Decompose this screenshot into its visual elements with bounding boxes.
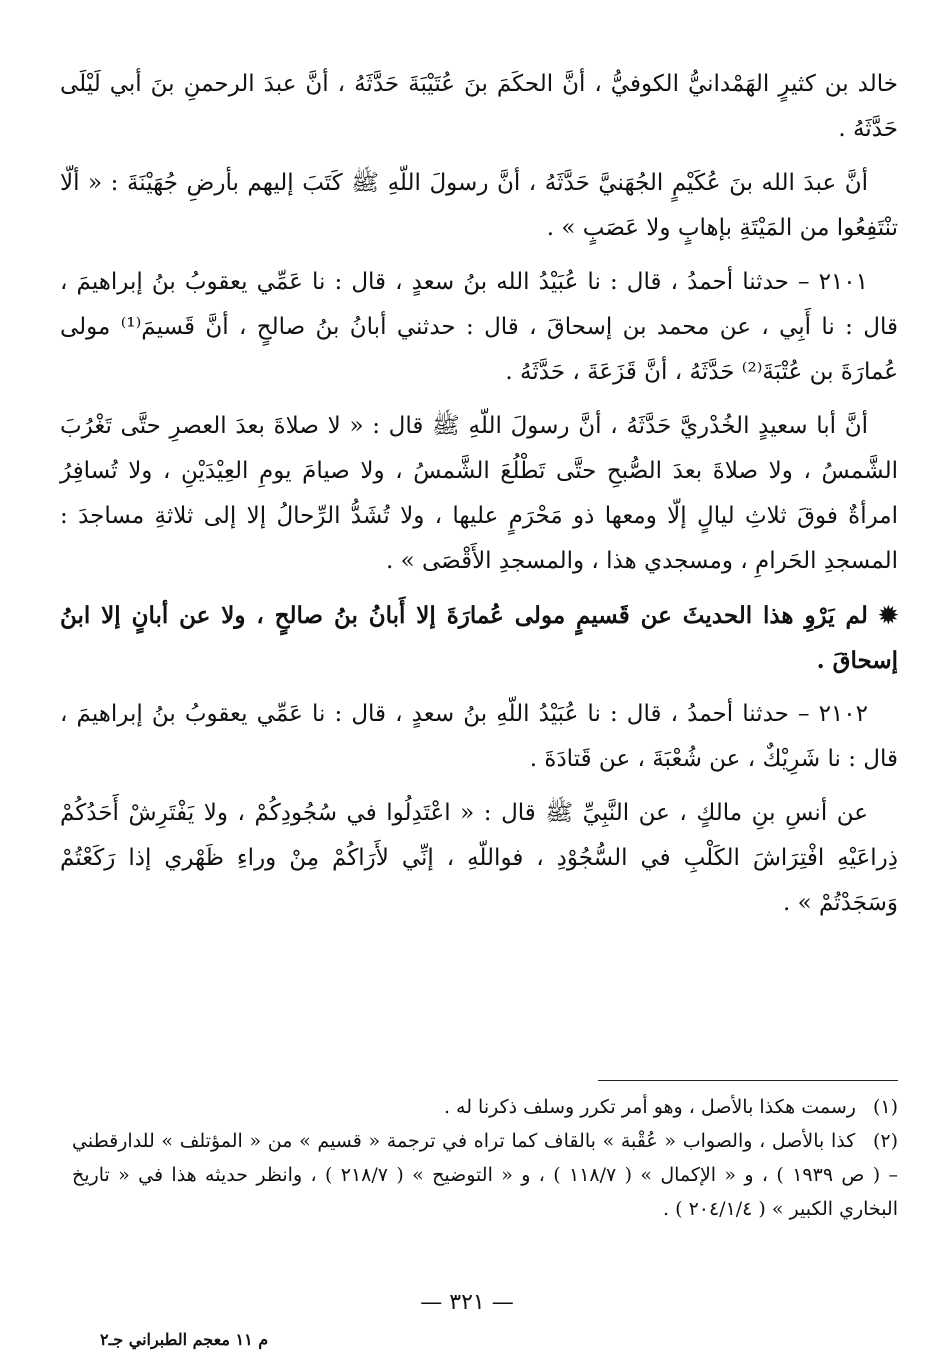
paragraph-isnad-continuation: خالد بن كثيرٍ الهَمْدانيُّ الكوفيُّ ، أنَّ الحكَمَ بنَ عُتَيْبَةَ حَدَّثَهُ ، أنَّ عبدَ الرحمنِ بنَ أبي لَيْلَى حَدَّثَهُ . xyxy=(60,71,898,142)
paragraph-hadith-2102-text: عن أنسِ بنِ مالكٍ ، عن النَّبِيِّ ﷺ قال : « اعْتَدِلُوا في سُجُودِكُمْ ، ولا يَفْتَرِشْ أَحَدُكُمْ ذِراعَيْهِ افْتِرَاشَ الكَلْبِ في السُّجُوْدِ ، فواللّهِ ، إنِّي لأَرَاكُمْ مِنْ وراءِ ظَهْري إذا رَكَعْتُمْ وَسَجَدْتُمْ » . xyxy=(60,800,898,916)
footnote-1-number: (١) xyxy=(872,1096,898,1118)
paragraph-hadith-2102-isnad: ٢١٠٢ – حدثنا أحمدُ ، قال : نا عُبَيْدُ اللّهِ بنُ سعدٍ ، قال : نا عَمِّي يعقوبُ بنُ إبراهيمَ ، قال : نا شَرِيْكٌ ، عن شُعْبَةَ ، عن قَتادَةَ . xyxy=(60,701,898,772)
paragraph-hadith-2101-text: أنَّ أبا سعيدٍ الخُدْريَّ حَدَّثَهُ ، أنَّ رسولَ اللّهِ ﷺ قال : « لا صلاةَ بعدَ العصرِ حتَّى تَغْرُبَ الشَّمسُ ، ولا صلاةَ بعدَ الصُّبحِ حتَّى تَطْلُعَ الشَّمسُ ، ولا صيامَ يومِ العِيْدَيْنِ ، ولا تُسافِرُ امرأةٌ فوقَ ثلاثِ ليالٍ إلّا ومعها ذو مَحْرَمٍ عليها ، ولا تُشَدُّ الرِّحالُ إلا إلى ثلاثةِ مساجدَ : المسجدِ الحَرامِ ، ومسجدي هذا ، والمسجدِ الأَقْصَى » . xyxy=(60,413,898,574)
footnote-2-text: كذا بالأصل ، والصواب « عُقْبة » بالقاف كما تراه في ترجمة « قسيم » من « المؤتلف » للدارقطني – ( ص ١٩٣٩ ) ، و « الإكمال » ( ١١٨/٧ ) ، و « التوضيح » ( ٢١٨/٧ ) ، وانظر حديثه هذا في « تاريخ البخاري الكبير » ( ٢٠٤/١/٤ ) . xyxy=(72,1130,898,1220)
printer-signature: م ١١ معجم الطبراني جـ٢ xyxy=(100,1330,269,1349)
paragraph-commentary: ✹ لم يَرْوِ هذا الحديثَ عن قَسيمٍ مولى عُمارَةَ إلا أَبانُ بنُ صالحٍ ، ولا عن أبانٍ إلا ابنُ إسحاقَ . xyxy=(60,602,898,674)
footnote-2-number: (٢) xyxy=(872,1130,898,1152)
footnote-1-text: رسمت هكذا بالأصل ، وهو أمر تكرر وسلف ذكرنا له . xyxy=(443,1096,856,1118)
page-body xyxy=(60,62,898,935)
paragraph-hadith-2101-isnad: ٢١٠١ – حدثنا أحمدُ ، قال : نا عُبَيْدُ الله بنُ سعدٍ ، قال : نا عَمِّي يعقوبُ بنُ إبراهيمَ ، قال : نا أَبِي ، عن محمد بن إسحاقَ ، قال : حدثني أبانُ بنُ صالحٍ ، أنَّ قَسيمَ⁽¹⁾ مولى عُمارَةَ بن عُتْبَةَ⁽²⁾ حَدَّثَهُ ، أنَّ قَزَعَةَ ، حَدَّثَهُ . xyxy=(60,269,898,385)
page-number: — ٣٢١ — xyxy=(420,1290,514,1315)
footnote-2 xyxy=(72,1124,898,1226)
footnote-divider xyxy=(598,1080,898,1081)
paragraph-hadith-text-1: أنَّ عبدَ الله بنَ عُكَيْمٍ الجُهَنيَّ حَدَّثَهُ ، أنَّ رسولَ اللّهِ ﷺ كَتَبَ إليهم بأرضِ جُهَيْنَةَ : « ألّا تنْتَفِعُوا من المَيْتَةِ بإهابٍ ولا عَصَبٍ » . xyxy=(60,170,898,241)
footnote-1 xyxy=(72,1090,898,1124)
footnotes xyxy=(72,1090,898,1226)
